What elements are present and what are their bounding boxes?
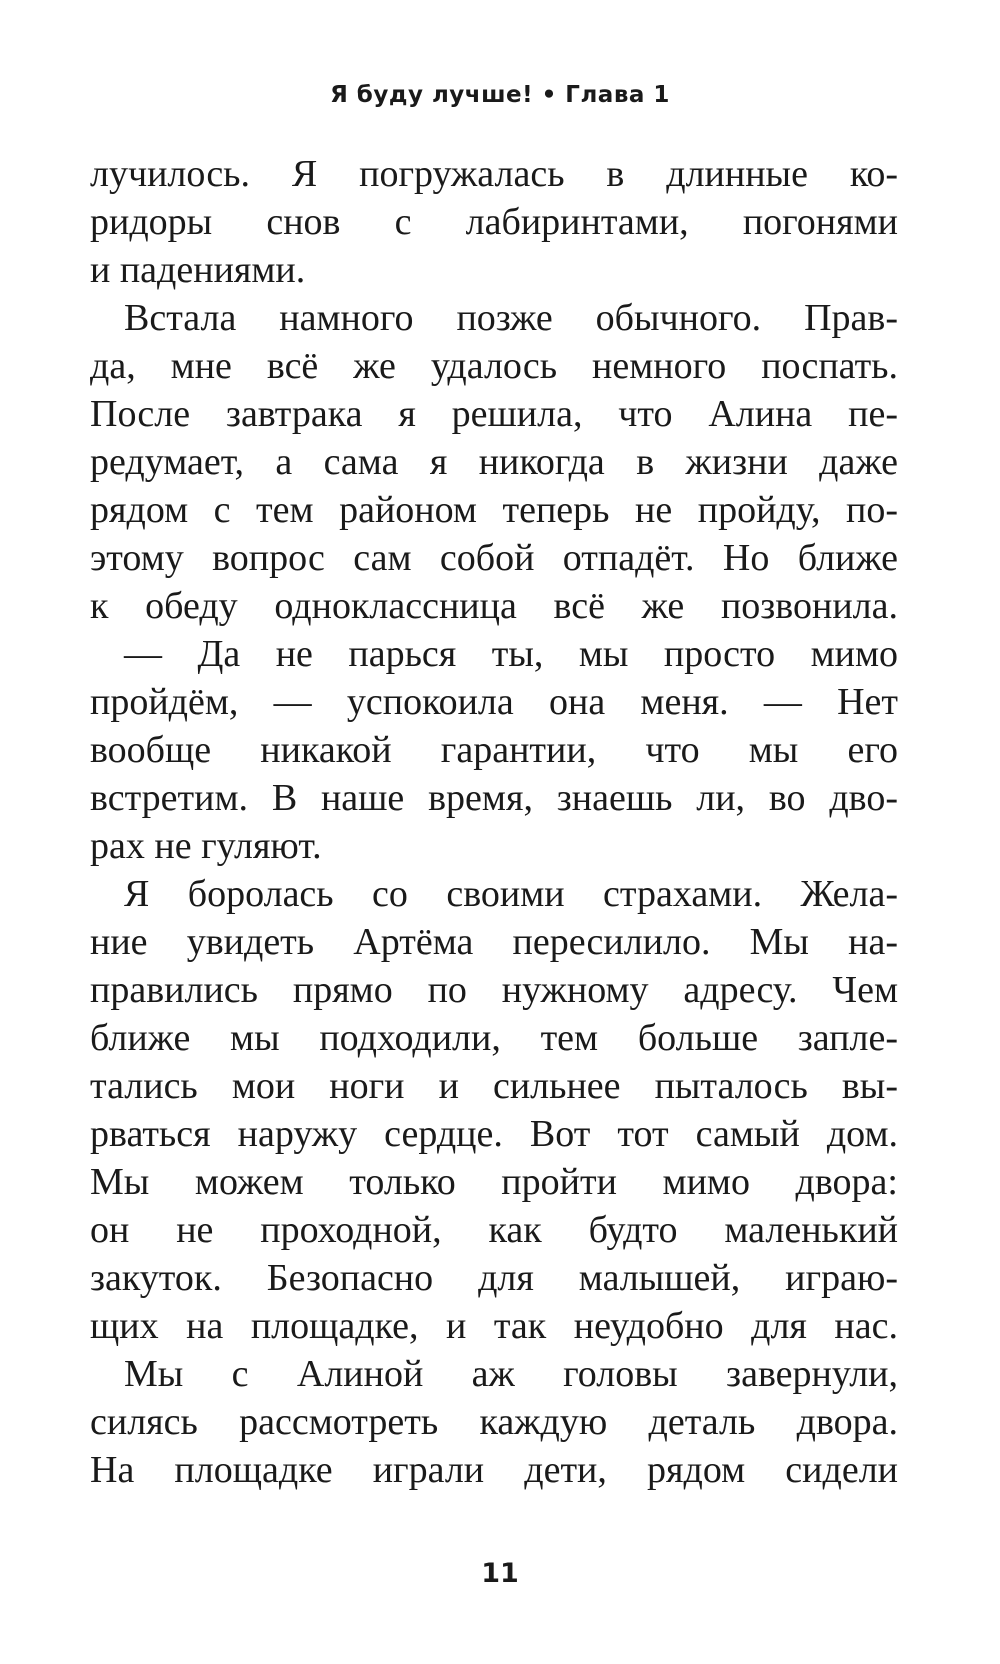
text-line: пройдём, — успокоила она меня. — Нет [90, 681, 898, 723]
text-line: рваться наружу сердце. Вот тот самый дом. [90, 1113, 898, 1155]
text-line: силясь рассмотреть каждую деталь двора. [90, 1401, 898, 1443]
text-line: да, мне всё же удалось немного поспать. [90, 345, 898, 387]
text-line: этому вопрос сам собой отпадёт. Но ближе [90, 537, 898, 579]
text-line: Мы можем только пройти мимо двора: [90, 1161, 898, 1203]
text-line: Я боролась со своими страхами. Жела- [124, 873, 898, 915]
text-line: редумает, а сама я никогда в жизни даже [90, 441, 898, 483]
text-line: Встала намного позже обычного. Прав- [124, 297, 898, 339]
text-line: закуток. Безопасно для малышей, играю- [90, 1257, 898, 1299]
text-line: к обеду одноклассница всё же позвонила. [90, 585, 898, 627]
text-line: рядом с тем районом теперь не пройду, по- [90, 489, 898, 531]
text-line: ридоры снов с лабиринтами, погонями [90, 201, 898, 243]
text-line: правились прямо по нужному адресу. Чем [90, 969, 898, 1011]
running-title: Я буду лучше! • Глава 1 [330, 82, 670, 108]
text-line: вообще никакой гарантии, что мы его [90, 729, 898, 771]
text-line: рах не гуляют. [90, 825, 322, 867]
text-line: ближе мы подходили, тем больше запле- [90, 1017, 898, 1059]
text-line: он не проходной, как будто маленький [90, 1209, 898, 1251]
text-line: щих на площадке, и так неудобно для нас. [90, 1305, 898, 1347]
text-line: встретим. В наше время, знаешь ли, во дво- [90, 777, 898, 819]
text-line: — Да не парься ты, мы просто мимо [124, 633, 898, 675]
page-number: 11 [481, 1558, 519, 1589]
text-line: На площадке играли дети, рядом сидели [90, 1449, 898, 1491]
text-line: и падениями. [90, 249, 306, 291]
text-line: ние увидеть Артёма пересилило. Мы на- [90, 921, 898, 963]
text-line: После завтрака я решила, что Алина пе- [90, 393, 898, 435]
text-line: тались мои ноги и сильнее пыталось вы- [90, 1065, 898, 1107]
text-line: лучилось. Я погружалась в длинные ко- [90, 153, 898, 195]
text-line: Мы с Алиной аж головы завернули, [124, 1353, 898, 1395]
page-body [90, 150, 898, 1494]
